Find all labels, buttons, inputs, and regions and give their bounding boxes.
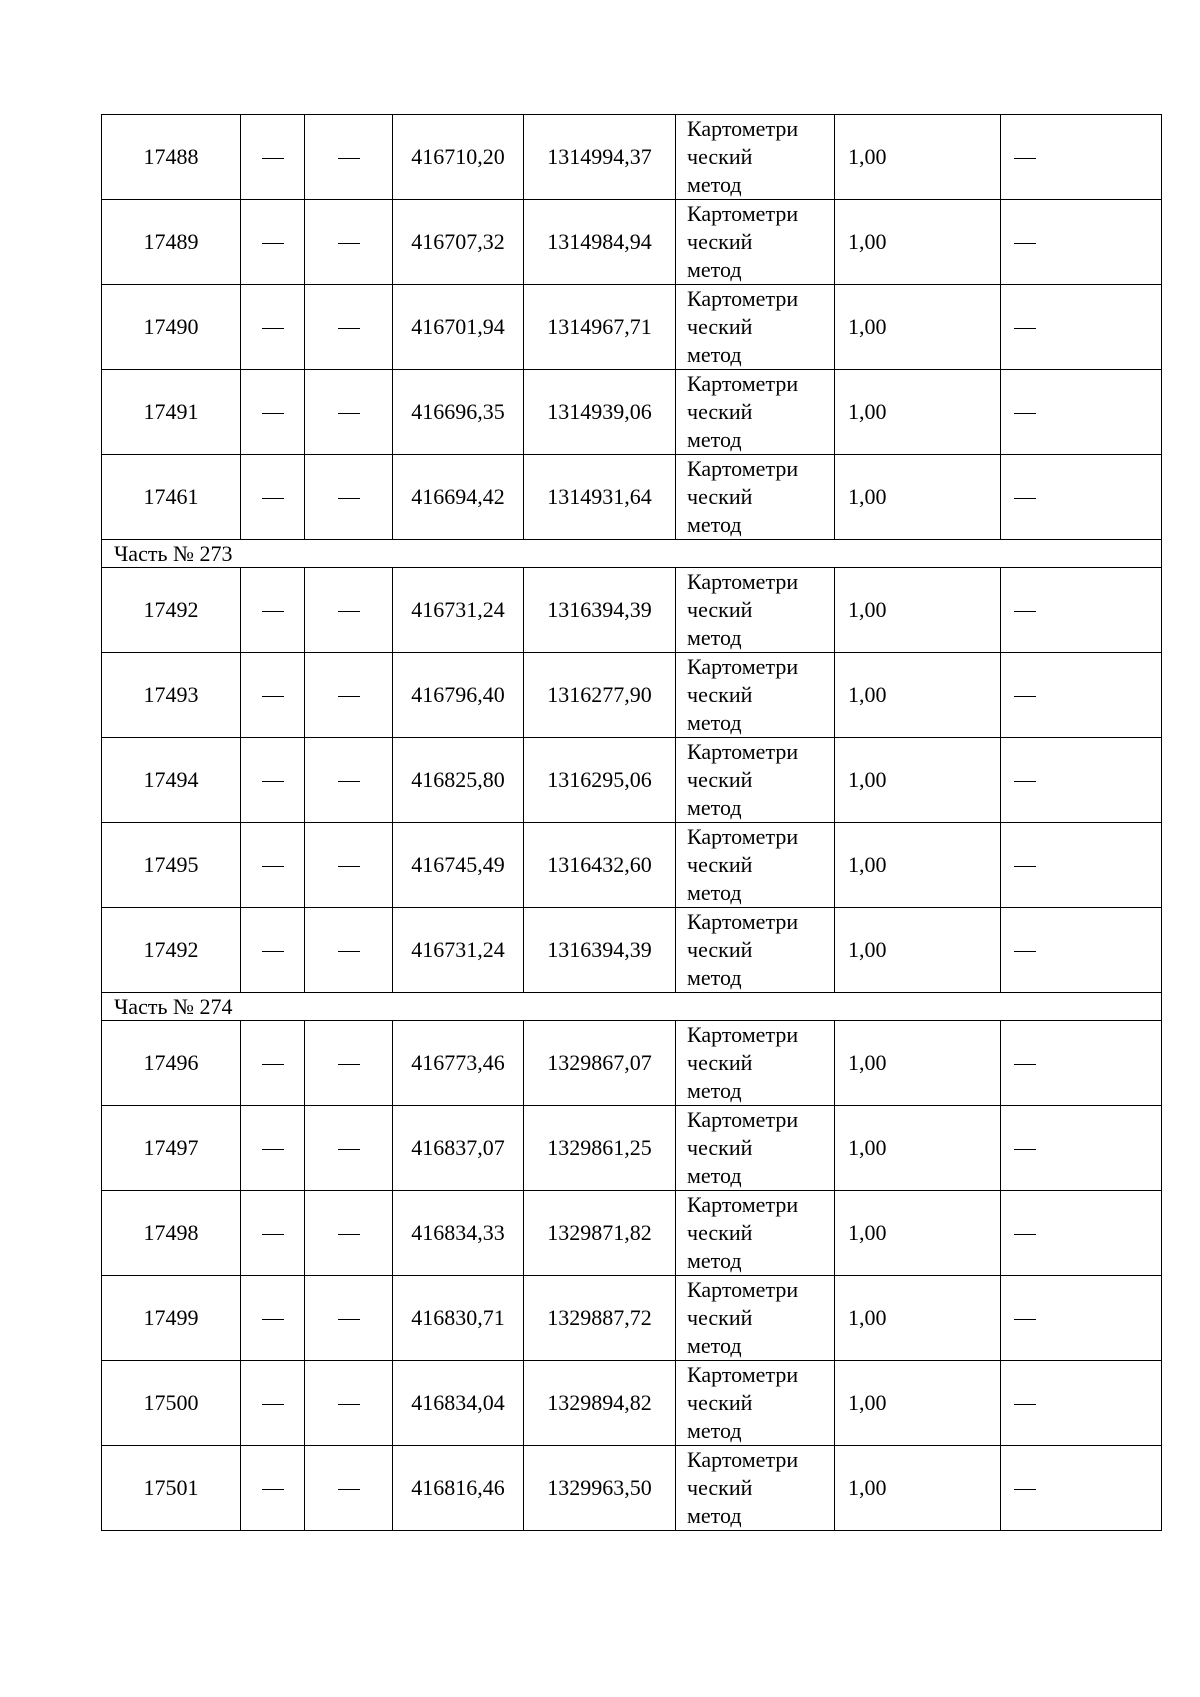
method-text-line: Картометри <box>687 286 799 311</box>
method-text-line: ческий <box>687 1390 753 1415</box>
method-text-line: ческий <box>687 1220 753 1245</box>
method-text-line: метод <box>687 1078 742 1103</box>
method-cell <box>676 738 835 823</box>
dash-mark <box>262 158 284 159</box>
empty-dash-cell <box>305 1106 393 1191</box>
empty-dash-cell <box>305 1361 393 1446</box>
y-coordinate-cell: 1329894,82 <box>524 1361 676 1446</box>
y-coordinate-cell: 1314931,64 <box>524 455 676 540</box>
method-text-line: Картометри <box>687 824 799 849</box>
method-cell <box>676 200 835 285</box>
y-coordinate-cell: 1316295,06 <box>524 738 676 823</box>
empty-dash-cell <box>1001 1106 1162 1191</box>
empty-dash-cell <box>241 653 305 738</box>
method-text-line: ческий <box>687 1475 753 1500</box>
point-number-cell: 17492 <box>102 568 241 653</box>
table-row <box>102 1191 1162 1276</box>
empty-dash-cell <box>241 1361 305 1446</box>
empty-dash-cell <box>305 455 393 540</box>
method-text-line: ческий <box>687 937 753 962</box>
y-coordinate-cell: 1316394,39 <box>524 908 676 993</box>
section-label: Часть № 274 <box>102 993 1162 1021</box>
section-header-row <box>102 540 1162 568</box>
empty-dash-cell <box>1001 1361 1162 1446</box>
empty-dash-cell <box>305 1021 393 1106</box>
empty-dash-cell <box>241 455 305 540</box>
x-coordinate-cell: 416731,24 <box>393 908 524 993</box>
method-text-line: Картометри <box>687 1107 799 1132</box>
table-body <box>102 115 1162 1531</box>
empty-dash-cell <box>241 738 305 823</box>
table-row <box>102 908 1162 993</box>
dash-mark <box>1014 951 1036 952</box>
point-number-cell: 17501 <box>102 1446 241 1531</box>
accuracy-cell: 1,00 <box>835 1446 1001 1531</box>
dash-mark <box>1014 1319 1036 1320</box>
dash-mark <box>262 951 284 952</box>
empty-dash-cell <box>241 823 305 908</box>
method-text-line: ческий <box>687 1135 753 1160</box>
dash-mark <box>1014 1064 1036 1065</box>
empty-dash-cell <box>305 908 393 993</box>
empty-dash-cell <box>305 285 393 370</box>
empty-dash-cell <box>1001 823 1162 908</box>
y-coordinate-cell: 1316394,39 <box>524 568 676 653</box>
method-text-line: ческий <box>687 229 753 254</box>
dash-mark <box>338 866 360 867</box>
dash-mark <box>338 781 360 782</box>
method-text-line: метод <box>687 795 742 820</box>
method-cell <box>676 1361 835 1446</box>
method-text-line: ческий <box>687 597 753 622</box>
section-label: Часть № 273 <box>102 540 1162 568</box>
x-coordinate-cell: 416816,46 <box>393 1446 524 1531</box>
section-header-row <box>102 993 1162 1021</box>
empty-dash-cell <box>305 200 393 285</box>
empty-dash-cell <box>1001 285 1162 370</box>
dash-mark <box>262 1404 284 1405</box>
method-cell <box>676 1191 835 1276</box>
x-coordinate-cell: 416773,46 <box>393 1021 524 1106</box>
method-text-line: Картометри <box>687 1277 799 1302</box>
empty-dash-cell <box>1001 738 1162 823</box>
method-text-line: ческий <box>687 484 753 509</box>
coordinates-table <box>101 114 1162 1531</box>
empty-dash-cell <box>241 1191 305 1276</box>
method-text-line: ческий <box>687 144 753 169</box>
x-coordinate-cell: 416837,07 <box>393 1106 524 1191</box>
dash-mark <box>262 866 284 867</box>
point-number-cell: 17494 <box>102 738 241 823</box>
dash-mark <box>338 1149 360 1150</box>
method-text-line: метод <box>687 512 742 537</box>
method-cell <box>676 1446 835 1531</box>
x-coordinate-cell: 416825,80 <box>393 738 524 823</box>
empty-dash-cell <box>1001 1276 1162 1361</box>
dash-mark <box>1014 1404 1036 1405</box>
dash-mark <box>262 1234 284 1235</box>
method-cell <box>676 908 835 993</box>
method-text-line: ческий <box>687 682 753 707</box>
method-text-line: Картометри <box>687 909 799 934</box>
empty-dash-cell <box>305 738 393 823</box>
y-coordinate-cell: 1314939,06 <box>524 370 676 455</box>
y-coordinate-cell: 1316277,90 <box>524 653 676 738</box>
dash-mark <box>338 951 360 952</box>
dash-mark <box>338 243 360 244</box>
dash-mark <box>338 413 360 414</box>
x-coordinate-cell: 416701,94 <box>393 285 524 370</box>
point-number-cell: 17491 <box>102 370 241 455</box>
dash-mark <box>1014 158 1036 159</box>
dash-mark <box>338 1404 360 1405</box>
method-text-line: Картометри <box>687 1362 799 1387</box>
dash-mark <box>1014 1234 1036 1235</box>
method-cell <box>676 285 835 370</box>
method-text-line: Картометри <box>687 739 799 764</box>
point-number-cell: 17488 <box>102 115 241 200</box>
x-coordinate-cell: 416834,33 <box>393 1191 524 1276</box>
empty-dash-cell <box>1001 653 1162 738</box>
method-text-line: метод <box>687 342 742 367</box>
dash-mark <box>262 1319 284 1320</box>
accuracy-cell: 1,00 <box>835 738 1001 823</box>
empty-dash-cell <box>241 1106 305 1191</box>
method-text-line: метод <box>687 1503 742 1528</box>
y-coordinate-cell: 1314967,71 <box>524 285 676 370</box>
method-cell <box>676 1021 835 1106</box>
empty-dash-cell <box>305 823 393 908</box>
dash-mark <box>1014 1489 1036 1490</box>
point-number-cell: 17497 <box>102 1106 241 1191</box>
method-text-line: ческий <box>687 399 753 424</box>
table-row <box>102 823 1162 908</box>
y-coordinate-cell: 1316432,60 <box>524 823 676 908</box>
method-text-line: метод <box>687 1248 742 1273</box>
accuracy-cell: 1,00 <box>835 568 1001 653</box>
accuracy-cell: 1,00 <box>835 115 1001 200</box>
empty-dash-cell <box>1001 370 1162 455</box>
empty-dash-cell <box>241 908 305 993</box>
accuracy-cell: 1,00 <box>835 653 1001 738</box>
empty-dash-cell <box>305 115 393 200</box>
method-text-line: Картометри <box>687 201 799 226</box>
method-text-line: Картометри <box>687 456 799 481</box>
empty-dash-cell <box>305 370 393 455</box>
x-coordinate-cell: 416731,24 <box>393 568 524 653</box>
table-row <box>102 1276 1162 1361</box>
dash-mark <box>262 1149 284 1150</box>
y-coordinate-cell: 1329887,72 <box>524 1276 676 1361</box>
method-cell <box>676 568 835 653</box>
empty-dash-cell <box>305 1191 393 1276</box>
dash-mark <box>338 328 360 329</box>
method-cell <box>676 1106 835 1191</box>
method-text-line: метод <box>687 1333 742 1358</box>
method-text-line: ческий <box>687 852 753 877</box>
dash-mark <box>338 1489 360 1490</box>
dash-mark <box>262 611 284 612</box>
point-number-cell: 17493 <box>102 653 241 738</box>
method-text-line: метод <box>687 625 742 650</box>
dash-mark <box>1014 696 1036 697</box>
method-text-line: ческий <box>687 1050 753 1075</box>
method-text-line: метод <box>687 880 742 905</box>
empty-dash-cell <box>305 1446 393 1531</box>
method-text-line: метод <box>687 965 742 990</box>
table-row <box>102 200 1162 285</box>
dash-mark <box>338 498 360 499</box>
empty-dash-cell <box>1001 1021 1162 1106</box>
table-row <box>102 285 1162 370</box>
method-text-line: Картометри <box>687 1192 799 1217</box>
method-cell <box>676 455 835 540</box>
x-coordinate-cell: 416694,42 <box>393 455 524 540</box>
table-row <box>102 115 1162 200</box>
empty-dash-cell <box>1001 1446 1162 1531</box>
dash-mark <box>1014 1149 1036 1150</box>
accuracy-cell: 1,00 <box>835 285 1001 370</box>
empty-dash-cell <box>1001 455 1162 540</box>
y-coordinate-cell: 1314984,94 <box>524 200 676 285</box>
x-coordinate-cell: 416745,49 <box>393 823 524 908</box>
method-text-line: Картометри <box>687 654 799 679</box>
empty-dash-cell <box>241 200 305 285</box>
empty-dash-cell <box>305 568 393 653</box>
empty-dash-cell <box>241 1021 305 1106</box>
method-text-line: Картометри <box>687 569 799 594</box>
point-number-cell: 17490 <box>102 285 241 370</box>
point-number-cell: 17492 <box>102 908 241 993</box>
empty-dash-cell <box>241 1446 305 1531</box>
point-number-cell: 17461 <box>102 455 241 540</box>
method-text-line: Картометри <box>687 1022 799 1047</box>
dash-mark <box>262 1489 284 1490</box>
dash-mark <box>1014 413 1036 414</box>
table-row <box>102 568 1162 653</box>
dash-mark <box>1014 328 1036 329</box>
method-cell <box>676 1276 835 1361</box>
method-text-line: Картометри <box>687 116 799 141</box>
dash-mark <box>338 158 360 159</box>
point-number-cell: 17500 <box>102 1361 241 1446</box>
y-coordinate-cell: 1329871,82 <box>524 1191 676 1276</box>
dash-mark <box>262 328 284 329</box>
method-text-line: ческий <box>687 1305 753 1330</box>
accuracy-cell: 1,00 <box>835 455 1001 540</box>
method-cell <box>676 370 835 455</box>
empty-dash-cell <box>1001 115 1162 200</box>
dash-mark <box>1014 866 1036 867</box>
accuracy-cell: 1,00 <box>835 908 1001 993</box>
empty-dash-cell <box>1001 908 1162 993</box>
accuracy-cell: 1,00 <box>835 1191 1001 1276</box>
table-row <box>102 1446 1162 1531</box>
table-row <box>102 1106 1162 1191</box>
x-coordinate-cell: 416796,40 <box>393 653 524 738</box>
dash-mark <box>338 1319 360 1320</box>
accuracy-cell: 1,00 <box>835 823 1001 908</box>
x-coordinate-cell: 416710,20 <box>393 115 524 200</box>
dash-mark <box>262 243 284 244</box>
point-number-cell: 17496 <box>102 1021 241 1106</box>
x-coordinate-cell: 416707,32 <box>393 200 524 285</box>
method-text-line: Картометри <box>687 371 799 396</box>
dash-mark <box>262 696 284 697</box>
dash-mark <box>262 498 284 499</box>
dash-mark <box>1014 611 1036 612</box>
x-coordinate-cell: 416696,35 <box>393 370 524 455</box>
empty-dash-cell <box>1001 1191 1162 1276</box>
empty-dash-cell <box>1001 200 1162 285</box>
accuracy-cell: 1,00 <box>835 1361 1001 1446</box>
y-coordinate-cell: 1329963,50 <box>524 1446 676 1531</box>
method-text-line: метод <box>687 172 742 197</box>
method-cell <box>676 115 835 200</box>
method-text-line: метод <box>687 1163 742 1188</box>
method-text-line: метод <box>687 257 742 282</box>
dash-mark <box>262 413 284 414</box>
accuracy-cell: 1,00 <box>835 1276 1001 1361</box>
dash-mark <box>262 781 284 782</box>
y-coordinate-cell: 1329867,07 <box>524 1021 676 1106</box>
method-text-line: метод <box>687 710 742 735</box>
y-coordinate-cell: 1314994,37 <box>524 115 676 200</box>
dash-mark <box>1014 498 1036 499</box>
empty-dash-cell <box>305 1276 393 1361</box>
accuracy-cell: 1,00 <box>835 200 1001 285</box>
point-number-cell: 17495 <box>102 823 241 908</box>
empty-dash-cell <box>241 1276 305 1361</box>
table-row <box>102 370 1162 455</box>
method-text-line: метод <box>687 1418 742 1443</box>
dash-mark <box>338 1234 360 1235</box>
y-coordinate-cell: 1329861,25 <box>524 1106 676 1191</box>
empty-dash-cell <box>305 653 393 738</box>
table-row <box>102 455 1162 540</box>
accuracy-cell: 1,00 <box>835 370 1001 455</box>
method-text-line: ческий <box>687 314 753 339</box>
x-coordinate-cell: 416830,71 <box>393 1276 524 1361</box>
table-row <box>102 738 1162 823</box>
method-text-line: Картометри <box>687 1447 799 1472</box>
empty-dash-cell <box>241 370 305 455</box>
method-cell <box>676 823 835 908</box>
dash-mark <box>338 1064 360 1065</box>
x-coordinate-cell: 416834,04 <box>393 1361 524 1446</box>
dash-mark <box>1014 781 1036 782</box>
method-cell <box>676 653 835 738</box>
point-number-cell: 17499 <box>102 1276 241 1361</box>
empty-dash-cell <box>1001 568 1162 653</box>
point-number-cell: 17489 <box>102 200 241 285</box>
dash-mark <box>262 1064 284 1065</box>
point-number-cell: 17498 <box>102 1191 241 1276</box>
method-text-line: метод <box>687 427 742 452</box>
empty-dash-cell <box>241 115 305 200</box>
table-row <box>102 653 1162 738</box>
table-row <box>102 1361 1162 1446</box>
dash-mark <box>1014 243 1036 244</box>
table-row <box>102 1021 1162 1106</box>
empty-dash-cell <box>241 568 305 653</box>
accuracy-cell: 1,00 <box>835 1021 1001 1106</box>
dash-mark <box>338 611 360 612</box>
dash-mark <box>338 696 360 697</box>
empty-dash-cell <box>241 285 305 370</box>
accuracy-cell: 1,00 <box>835 1106 1001 1191</box>
method-text-line: ческий <box>687 767 753 792</box>
